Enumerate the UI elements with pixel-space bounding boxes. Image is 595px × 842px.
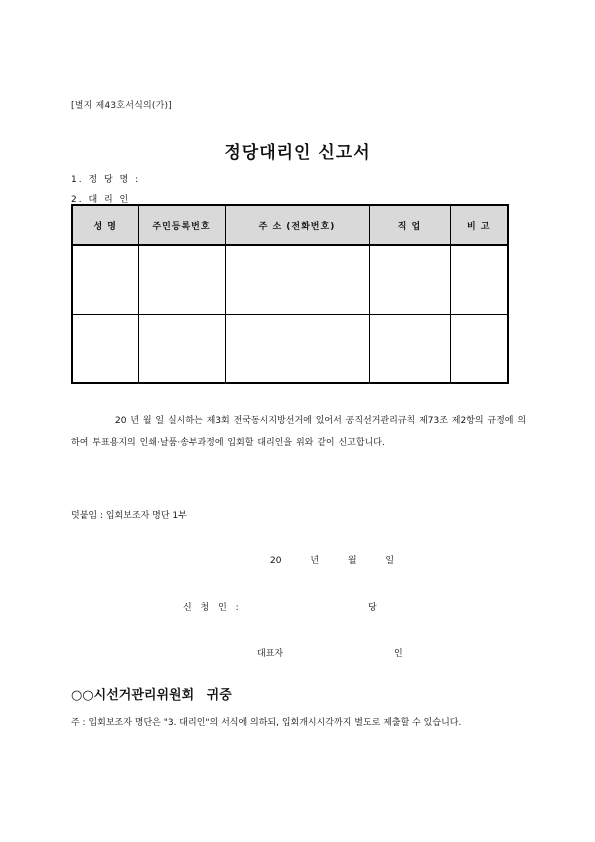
occupation-cell[interactable] xyxy=(369,314,450,383)
table-row xyxy=(72,245,508,314)
representative-label: 대표자 xyxy=(257,649,284,659)
declaration-text: 20 년 월 일 실시하는 제3회 전국동시지방선거에 있어서 공직선거관리규칙 제73조 제2항의 규정에 의하여 투표용지의 인쇄·날품·송부과정에 입회할 대리인을 위와 같이 신고합니다. xyxy=(71,416,527,448)
resident-number-cell[interactable] xyxy=(138,245,225,314)
header-remarks: 비 고 xyxy=(450,205,508,245)
address-cell[interactable] xyxy=(225,314,369,383)
header-occupation: 직 업 xyxy=(369,205,450,245)
table-row xyxy=(72,314,508,383)
date-line: 20 년 월 일 xyxy=(270,556,395,566)
party-name-label: 1. 정 당 명 : xyxy=(71,175,141,185)
resident-number-cell[interactable] xyxy=(138,314,225,383)
attachment-note: 덧붙임 : 입회보조자 명단 1부 xyxy=(71,511,187,521)
applicant-party-suffix: 당 xyxy=(368,603,377,613)
committee-addressee: ○○시선거관리위원회 귀중 xyxy=(71,688,232,703)
header-resident-number: 주민등록번호 xyxy=(138,205,225,245)
representatives-table xyxy=(71,204,509,384)
footnote: 주 : 입회보조자 명단은 "3. 대리인"의 서식에 의하되, 입회개시시각까지 별도로 제출할 수 있습니다. xyxy=(71,718,462,728)
name-cell[interactable] xyxy=(72,245,138,314)
header-address-phone: 주 소 (전화번호) xyxy=(225,205,369,245)
name-cell[interactable] xyxy=(72,314,138,383)
applicant-label: 신 청 인 : xyxy=(183,603,242,613)
remarks-cell[interactable] xyxy=(450,245,508,314)
table-header-row xyxy=(72,205,508,245)
header-name: 성 명 xyxy=(72,205,138,245)
address-cell[interactable] xyxy=(225,245,369,314)
representatives-label: 2. 대 리 인 xyxy=(71,195,131,205)
document-title: 정당대리인 신고서 xyxy=(224,143,371,163)
seal-mark: 인 xyxy=(394,649,403,659)
remarks-cell[interactable] xyxy=(450,314,508,383)
occupation-cell[interactable] xyxy=(369,245,450,314)
form-reference: [별지 제43호서식의(가)] xyxy=(71,101,172,111)
